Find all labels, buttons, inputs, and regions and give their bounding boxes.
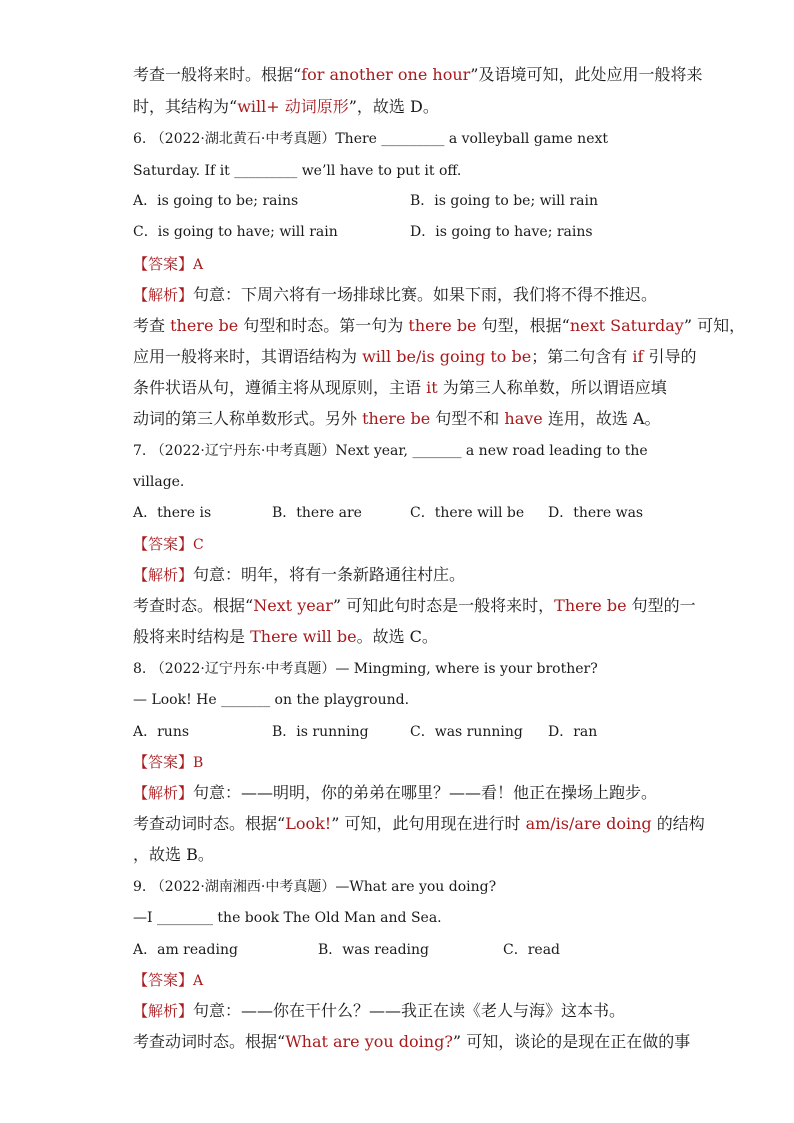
text: 句型的一 [626, 596, 696, 615]
question-6-explanation-line-1 [133, 286, 657, 304]
question-9-option-c: C．read [503, 942, 560, 958]
text: for another one hour [301, 65, 471, 84]
text: ” 可知，谈论的是现在正在做的事 [452, 1032, 691, 1051]
explanation-label: 【解析】 [133, 286, 194, 304]
question-9-explanation-line-2 [133, 1033, 690, 1051]
text: There be [554, 596, 627, 615]
question-8-explanation-line-1 [133, 784, 657, 802]
question-7-stem-line-1: 7. （2022·辽宁丹东·中考真题）Next year, _______ a new road leading to the [133, 443, 648, 459]
text: 连用，故选 A。 [542, 409, 661, 428]
question-6-answer [133, 255, 203, 274]
text: 时，其结构为“ [133, 97, 238, 116]
question-9-option-a: A．am reading [133, 942, 238, 958]
text: 应用一般将来时，其谓语结构为 [133, 347, 363, 366]
text: ” 可知此句时态是一般将来时， [332, 596, 555, 615]
question-7-answer [133, 535, 204, 554]
answer-label: 【答案】 [133, 971, 194, 989]
text: 为第三人称单数，所以谓语应填 [437, 378, 667, 397]
question-7-option-c: C．there will be [410, 505, 525, 521]
explanation-label: 【解析】 [133, 1002, 194, 1020]
answer-value: B [193, 755, 204, 771]
text: 引导的 [643, 347, 697, 366]
question-8-option-b: B．is running [272, 724, 369, 740]
explanation-label: 【解析】 [133, 566, 194, 584]
question-6-option-d: D．is going to have; rains [410, 224, 593, 240]
answer-value: A [193, 257, 204, 273]
text: Look! [285, 814, 332, 833]
question-7-option-b: B．there are [272, 505, 362, 521]
answer-label: 【答案】 [133, 535, 194, 553]
explanation-label: 【解析】 [133, 784, 194, 802]
question-8-option-d: D．ran [548, 724, 598, 740]
question-7-explanation-line-2 [133, 597, 696, 615]
text: ” 可知， [683, 316, 746, 335]
text: it [426, 378, 438, 397]
text: 考查时态。根据“ [133, 596, 254, 615]
text: 句意：下周六将有一场排球比赛。如果下雨，我们将不得不推迟。 [193, 285, 658, 304]
text: 考查动词时态。根据“ [133, 814, 286, 833]
text: 句型和时态。第一句为 [238, 316, 409, 335]
question-6-stem-line-1: 6. （2022·湖北黄石·中考真题）There _________ a volleyball game next [133, 131, 608, 147]
answer-value: A [193, 973, 204, 989]
text: ” 可知，此句用现在进行时 [331, 814, 526, 833]
question-9-stem-line-2: —I ________ the book The Old Man and Sea. [133, 910, 442, 926]
question-8-option-c: C．was running [410, 724, 523, 740]
question-6-explanation-line-4 [133, 379, 667, 397]
question-8-stem-line-2: — Look! He _______ on the playground. [133, 692, 410, 708]
q5-explanation-line-1 [133, 66, 702, 84]
question-7-option-a: A．there is [133, 505, 212, 521]
text: 考查一般将来时。根据“ [133, 65, 302, 84]
question-9-answer [133, 971, 203, 990]
q5-explanation-line-2 [133, 98, 439, 116]
question-6-explanation-line-3 [133, 348, 696, 366]
text: ”及语境可知，此处应用一般将来 [470, 65, 703, 84]
text: 考查动词时态。根据“ [133, 1032, 286, 1051]
question-6-explanation-line-2 [133, 317, 745, 335]
answer-label: 【答案】 [133, 753, 194, 771]
question-9-explanation-line-1 [133, 1002, 625, 1020]
answer-value: C [193, 537, 204, 553]
question-7-explanation-line-3 [133, 628, 438, 646]
text: will+ 动词原形 [237, 97, 349, 116]
text: There will be [250, 627, 357, 646]
text: 条件状语从句，遵循主将从现原则，主语 [133, 378, 427, 397]
text: will be/is going to be [362, 347, 532, 366]
question-6-explanation-line-5 [133, 410, 661, 428]
question-6-option-b: B．is going to be; will rain [410, 193, 599, 209]
text: there be [170, 316, 239, 335]
text: ；第二句含有 [531, 347, 633, 366]
text: 句型，根据“ [476, 316, 570, 335]
text: if [632, 347, 644, 366]
text: What are you doing? [285, 1032, 453, 1051]
question-6-option-c: C．is going to have; will rain [133, 224, 338, 240]
question-9-option-b: B．was reading [318, 942, 429, 958]
text: 般将来时结构是 [133, 627, 251, 646]
text: next Saturday [569, 316, 684, 335]
question-7-explanation-line-1 [133, 566, 465, 584]
text: 的结构 [651, 814, 705, 833]
text: have [504, 409, 543, 428]
text: there be [362, 409, 431, 428]
text: 句型不和 [430, 409, 505, 428]
question-9-stem-line-1: 9. （2022·湖南湘西·中考真题）—What are you doing? [133, 879, 497, 895]
text: 考查 [133, 316, 171, 335]
question-8-answer [133, 753, 203, 772]
question-8-option-a: A．runs [133, 724, 190, 740]
text: 句意：——你在干什么？——我正在读《老人与海》这本书。 [193, 1001, 626, 1020]
question-6-option-a: A．is going to be; rains [133, 193, 299, 209]
question-7-stem-line-2: village. [133, 474, 185, 490]
question-8-stem-line-1: 8. （2022·辽宁丹东·中考真题）— Mingming, where is your brother? [133, 661, 598, 677]
text: there be [408, 316, 477, 335]
text: 动词的第三人称单数形式。另外 [133, 409, 363, 428]
text: Next year [253, 596, 333, 615]
text: 。故选 C。 [356, 627, 438, 646]
text: 句意：——明明，你的弟弟在哪里？——看！他正在操场上跑步。 [193, 783, 658, 802]
text: 句意：明年，将有一条新路通往村庄。 [193, 565, 466, 584]
question-6-stem-line-2: Saturday. If it _________ we’ll have to put it off. [133, 163, 462, 179]
text: ”，故选 D。 [348, 97, 439, 116]
question-8-explanation-line-3: ，故选 B。 [133, 845, 214, 864]
question-7-option-d: D．there was [548, 505, 644, 521]
text: am/is/are doing [525, 814, 652, 833]
answer-label: 【答案】 [133, 255, 194, 273]
question-8-explanation-line-2 [133, 815, 705, 833]
